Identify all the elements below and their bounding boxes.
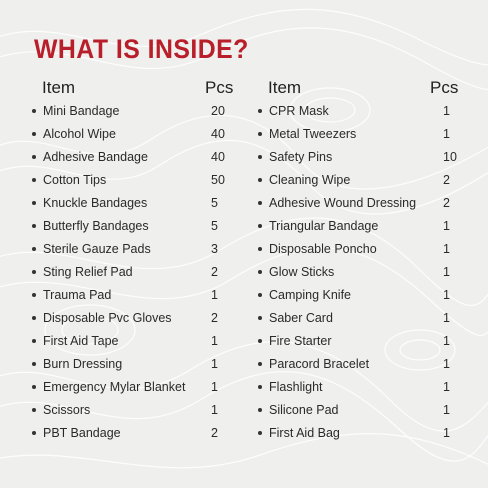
list-item xyxy=(256,195,466,218)
item-name: First Aid Tape xyxy=(43,334,119,348)
item-name: Metal Tweezers xyxy=(269,127,357,141)
item-quantity: 1 xyxy=(443,357,450,371)
bullet-icon xyxy=(32,247,36,251)
item-quantity: 50 xyxy=(211,173,225,187)
table-header xyxy=(256,78,466,100)
table-header xyxy=(30,78,234,100)
list-item xyxy=(256,172,466,195)
item-name: Paracord Bracelet xyxy=(269,357,370,371)
item-name: Adhesive Bandage xyxy=(43,150,148,164)
bullet-icon xyxy=(32,155,36,159)
bullet-icon xyxy=(258,316,262,320)
bullet-icon xyxy=(258,408,262,412)
item-name: PBT Bandage xyxy=(43,426,121,440)
bullet-icon xyxy=(32,201,36,205)
list-item xyxy=(30,103,230,126)
list-item xyxy=(256,264,466,287)
list-item xyxy=(256,425,466,448)
item-quantity: 2 xyxy=(211,265,218,279)
item-name: First Aid Bag xyxy=(269,426,340,440)
bullet-icon xyxy=(32,408,36,412)
list-item xyxy=(30,126,230,149)
header-item: Item xyxy=(268,78,302,97)
item-quantity: 1 xyxy=(443,403,450,417)
item-list-left xyxy=(30,103,230,448)
item-name: Knuckle Bandages xyxy=(43,196,148,210)
item-name: Burn Dressing xyxy=(43,357,123,371)
item-name: Silicone Pad xyxy=(269,403,339,417)
bullet-icon xyxy=(32,109,36,113)
bullet-icon xyxy=(32,385,36,389)
item-quantity: 2 xyxy=(211,311,218,325)
item-name: Safety Pins xyxy=(269,150,333,164)
header-pcs: Pcs xyxy=(205,78,234,97)
bullet-icon xyxy=(32,270,36,274)
list-item xyxy=(30,218,230,241)
item-quantity: 40 xyxy=(211,150,225,164)
item-quantity: 20 xyxy=(211,104,225,118)
list-item xyxy=(30,264,230,287)
item-quantity: 3 xyxy=(211,242,218,256)
bullet-icon xyxy=(32,316,36,320)
list-item xyxy=(30,149,230,172)
list-item xyxy=(256,218,466,241)
bullet-icon xyxy=(32,132,36,136)
item-quantity: 5 xyxy=(211,196,218,210)
bullet-icon xyxy=(258,178,262,182)
bullet-icon xyxy=(32,339,36,343)
bullet-icon xyxy=(32,431,36,435)
bullet-icon xyxy=(32,224,36,228)
item-quantity: 1 xyxy=(211,403,218,417)
page-title: WHAT IS INSIDE? xyxy=(34,34,249,64)
item-name: CPR Mask xyxy=(269,104,329,118)
bullet-icon xyxy=(258,247,262,251)
item-name: Scissors xyxy=(43,403,91,417)
item-name: Butterfly Bandages xyxy=(43,219,149,233)
bullet-icon xyxy=(258,155,262,159)
item-name: Camping Knife xyxy=(269,288,351,302)
bullet-icon xyxy=(258,385,262,389)
item-name: Flashlight xyxy=(269,380,323,394)
list-item xyxy=(30,287,230,310)
item-quantity: 1 xyxy=(443,380,450,394)
list-item xyxy=(256,379,466,402)
list-item xyxy=(256,149,466,172)
item-quantity: 2 xyxy=(443,196,450,210)
item-name: Mini Bandage xyxy=(43,104,120,118)
list-item xyxy=(30,356,230,379)
list-item xyxy=(30,310,230,333)
item-name: Disposable Poncho xyxy=(269,242,377,256)
bullet-icon xyxy=(258,201,262,205)
item-name: Sting Relief Pad xyxy=(43,265,133,279)
item-name: Adhesive Wound Dressing xyxy=(269,196,417,210)
item-quantity: 1 xyxy=(443,104,450,118)
item-name: Trauma Pad xyxy=(43,288,112,302)
item-name: Triangular Bandage xyxy=(269,219,379,233)
bullet-icon xyxy=(258,431,262,435)
item-name: Glow Sticks xyxy=(269,265,335,279)
item-name: Cleaning Wipe xyxy=(269,173,351,187)
item-quantity: 40 xyxy=(211,127,225,141)
bullet-icon xyxy=(32,293,36,297)
bullet-icon xyxy=(258,109,262,113)
list-item xyxy=(256,402,466,425)
bullet-icon xyxy=(32,178,36,182)
bullet-icon xyxy=(258,270,262,274)
header-item: Item xyxy=(42,78,76,97)
item-quantity: 1 xyxy=(211,288,218,302)
bullet-icon xyxy=(258,339,262,343)
list-item xyxy=(256,126,466,149)
list-item xyxy=(30,425,230,448)
item-name: Saber Card xyxy=(269,311,333,325)
item-name: Emergency Mylar Blanket xyxy=(43,380,186,394)
item-quantity: 1 xyxy=(443,334,450,348)
list-item xyxy=(30,333,230,356)
item-quantity: 5 xyxy=(211,219,218,233)
item-quantity: 1 xyxy=(443,127,450,141)
item-quantity: 2 xyxy=(443,173,450,187)
header-pcs: Pcs xyxy=(430,78,459,97)
item-list-right xyxy=(256,103,466,448)
list-item xyxy=(256,103,466,126)
item-quantity: 1 xyxy=(443,426,450,440)
item-name: Fire Starter xyxy=(269,334,332,348)
list-item xyxy=(30,241,230,264)
item-name: Sterile Gauze Pads xyxy=(43,242,151,256)
bullet-icon xyxy=(258,224,262,228)
bullet-icon xyxy=(32,362,36,366)
item-quantity: 1 xyxy=(211,380,218,394)
item-name: Cotton Tips xyxy=(43,173,107,187)
list-item xyxy=(256,241,466,264)
item-name: Alcohol Wipe xyxy=(43,127,116,141)
items-table-right xyxy=(256,78,466,448)
list-item xyxy=(30,172,230,195)
item-quantity: 10 xyxy=(443,150,457,164)
item-name: Disposable Pvc Gloves xyxy=(43,311,172,325)
item-quantity: 1 xyxy=(211,334,218,348)
list-item xyxy=(30,402,230,425)
item-quantity: 1 xyxy=(443,242,450,256)
list-item xyxy=(256,287,466,310)
item-quantity: 1 xyxy=(443,219,450,233)
list-item xyxy=(256,333,466,356)
list-item xyxy=(256,310,466,333)
item-quantity: 1 xyxy=(443,288,450,302)
bullet-icon xyxy=(258,362,262,366)
item-quantity: 1 xyxy=(211,357,218,371)
bullet-icon xyxy=(258,293,262,297)
list-item xyxy=(30,379,230,402)
item-quantity: 2 xyxy=(211,426,218,440)
item-quantity: 1 xyxy=(443,311,450,325)
items-table-left xyxy=(30,78,234,448)
list-item xyxy=(256,356,466,379)
item-quantity: 1 xyxy=(443,265,450,279)
list-item xyxy=(30,195,230,218)
bullet-icon xyxy=(258,132,262,136)
